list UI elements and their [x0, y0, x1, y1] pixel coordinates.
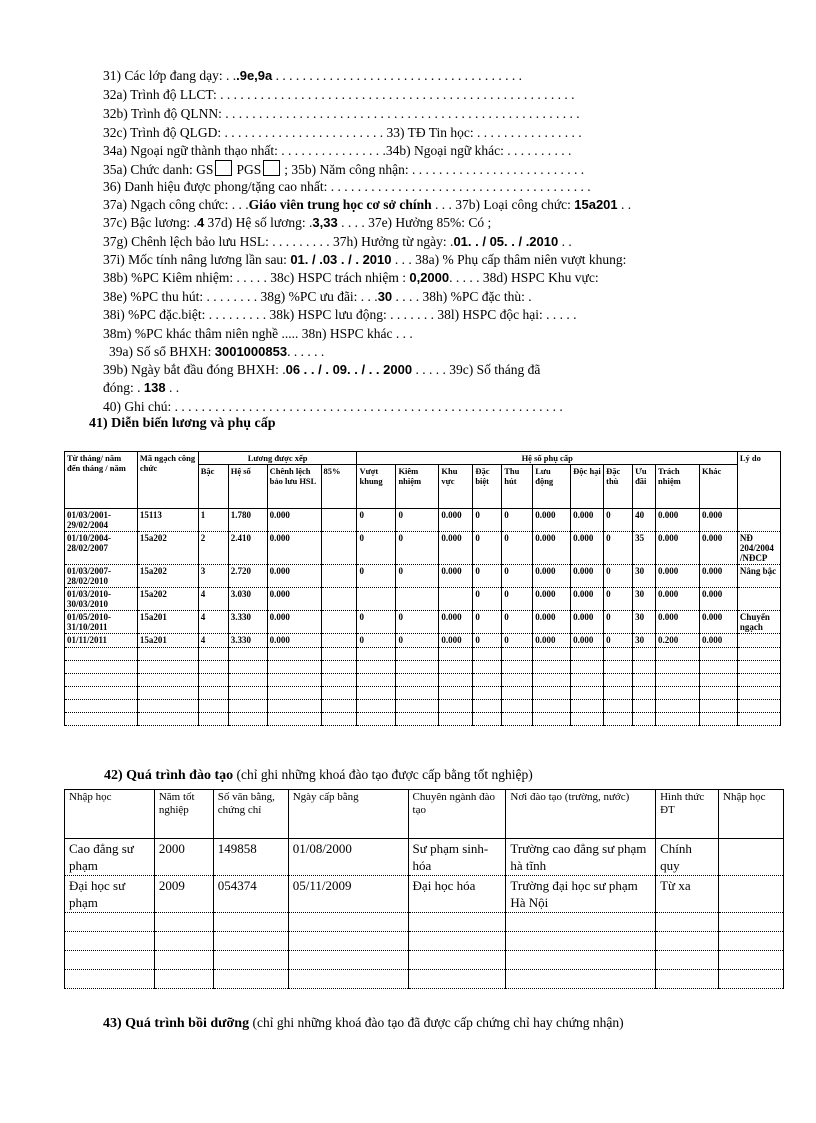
header-khac: Khác	[699, 465, 737, 509]
empty-row	[65, 913, 784, 932]
training-cell: Đại học sư phạm	[65, 876, 155, 913]
table-cell: 0.000	[571, 611, 604, 634]
table-cell: 0	[396, 532, 439, 565]
training-cell: 2000	[154, 839, 213, 876]
training-header-cell: Nơi đào tạo (trường, nước)	[506, 790, 656, 839]
table-cell	[321, 634, 357, 648]
training-cell	[719, 876, 784, 913]
table-cell: 0.000	[533, 509, 571, 532]
table-cell	[737, 634, 780, 648]
training-cell: Đại học hóa	[408, 876, 506, 913]
table-cell: 0	[396, 611, 439, 634]
table-cell: 0	[502, 532, 533, 565]
table-cell: 0.000	[656, 611, 700, 634]
table-cell: 0.000	[656, 588, 700, 611]
table-cell: 0.000	[267, 509, 321, 532]
header-salary: Lương được xếp	[198, 452, 357, 465]
table-cell	[321, 532, 357, 565]
empty-row	[65, 661, 781, 674]
pgs-checkbox[interactable]	[263, 160, 280, 176]
table-cell: 0	[473, 634, 502, 648]
table-row	[65, 532, 781, 565]
header-doc: Độc hại	[571, 465, 604, 509]
table-cell: 0.200	[656, 634, 700, 648]
section-41-title: 41) Diễn biến lương và phụ cấp	[89, 416, 276, 431]
table-cell: 0.000	[699, 532, 737, 565]
table-cell: 0.000	[533, 565, 571, 588]
table-cell: 0	[502, 634, 533, 648]
table-cell: 15a202	[137, 532, 198, 565]
table-row	[65, 634, 781, 648]
training-header-row	[65, 790, 784, 839]
table-cell: 01/03/2001-29/02/2004	[65, 509, 138, 532]
table-cell: Nâng bậc	[737, 565, 780, 588]
table-cell: 30	[633, 565, 656, 588]
header-bac: Bậc	[198, 465, 228, 509]
table-cell: 0.000	[656, 532, 700, 565]
table-cell: 0	[604, 634, 633, 648]
table-cell	[357, 588, 396, 611]
header-reason: Lý do	[737, 452, 780, 509]
header-kiem: Kiêm nhiệm	[396, 465, 439, 509]
training-header-cell: Năm tốt nghiệp	[154, 790, 213, 839]
table-cell: 30	[633, 634, 656, 648]
table-cell: 0.000	[656, 565, 700, 588]
table-cell: 0.000	[699, 565, 737, 588]
field-38m-38n: 38m) %PC khác thâm niên nghề ..... 38n) HSPC khác . . .	[103, 326, 413, 341]
training-row	[65, 839, 784, 876]
field-37a-37b: 37a) Ngạch công chức: . . .Giáo viên trung học cơ sở chính . . . 37b) Loại công chức: 15a201 . .	[103, 197, 632, 212]
table-cell: 0.000	[267, 634, 321, 648]
header-khu: Khu vực	[439, 465, 473, 509]
table-cell	[321, 565, 357, 588]
table-cell: 0.000	[267, 532, 321, 565]
table-cell: 0	[502, 588, 533, 611]
table-cell: 0	[473, 509, 502, 532]
table-cell: 3.330	[228, 611, 267, 634]
field-38i-38l: 38i) %PC đặc.biệt: . . . . . . . . . 38k) HSPC lưu động: . . . . . . . 38l) HSPC độc hại: . . . . .	[103, 307, 577, 322]
table-cell: 01/03/2010-30/03/2010	[65, 588, 138, 611]
gs-checkbox[interactable]	[215, 160, 232, 176]
training-header-cell: Chuyên ngành đào tạo	[408, 790, 506, 839]
field-32b: 32b) Trình độ QLNN: . . . . . . . . . . . . . . . . . . . . . . . . . . . . . . . . . . . . . . . . . . . . . . . . . . . . .	[103, 106, 580, 121]
header-trach: Trách nhiệm	[656, 465, 700, 509]
training-header-cell: Hình thức ĐT	[656, 790, 719, 839]
table-cell: 01/10/2004-28/02/2007	[65, 532, 138, 565]
table-row	[65, 509, 781, 532]
table-cell	[439, 588, 473, 611]
training-cell: Chính quy	[656, 839, 719, 876]
table-cell: 0	[473, 532, 502, 565]
table-cell: 0	[473, 611, 502, 634]
table-header-row	[65, 452, 781, 465]
field-35: 35a) Chức danh: GS PGS ; 35b) Năm công nhận: . . . . . . . . . . . . . . . . . . . . . . . . . .	[103, 162, 585, 177]
training-table	[64, 789, 784, 989]
table-row	[65, 588, 781, 611]
table-cell: 15a201	[137, 634, 198, 648]
table-cell: 0	[604, 611, 633, 634]
table-cell: 0	[604, 565, 633, 588]
header-period: Từ tháng/ năm đến tháng / năm	[65, 452, 138, 509]
table-cell	[321, 509, 357, 532]
table-cell: 3.330	[228, 634, 267, 648]
table-cell: 0.000	[267, 611, 321, 634]
table-cell: 0.000	[533, 634, 571, 648]
table-cell: 30	[633, 611, 656, 634]
table-cell: 01/03/2007-28/02/2010	[65, 565, 138, 588]
section-42-title: 42) Quá trình đào tạo (chỉ ghi những khoá đào tạo được cấp bằng tốt nghiệp)	[104, 767, 533, 783]
header-luu: Lưu động	[533, 465, 571, 509]
table-cell: 0	[357, 634, 396, 648]
table-cell: 0	[473, 565, 502, 588]
table-cell: 35	[633, 532, 656, 565]
header-allowances: Hệ số phụ cấp	[357, 452, 737, 465]
table-cell: 0	[396, 565, 439, 588]
field-32c-33: 32c) Trình độ QLGD: . . . . . . . . . . . . . . . . . . . . . . . . 33) TĐ Tin học: . . . . . . . . . . . . . . . .	[103, 125, 582, 140]
training-header-cell: Ngày cấp bằng	[288, 790, 408, 839]
table-cell: 15113	[137, 509, 198, 532]
training-cell: Trường đại học sư phạm Hà Nội	[506, 876, 656, 913]
empty-row	[65, 951, 784, 970]
table-cell: NĐ 204/2004 /NĐCP	[737, 532, 780, 565]
table-cell: 4	[198, 634, 228, 648]
header-uu: Ưu đãi	[633, 465, 656, 509]
field-36: 36) Danh hiệu được phong/tặng cao nhất: . . . . . . . . . . . . . . . . . . . . . . . . . . . . . . . . . . . . . . .	[103, 179, 591, 194]
table-cell: 0.000	[267, 565, 321, 588]
field-38e-38h: 38e) %PC thu hút: . . . . . . . . 38g) %PC ưu đãi: . . .30 . . . . 38h) %PC đặc thù: .	[103, 289, 532, 304]
field-39b-39c: 39b) Ngày bắt đầu đóng BHXH: .06 . . / . 09. . / . . 2000 . . . . . 39c) Số tháng đã	[103, 362, 541, 377]
table-cell: 0.000	[699, 509, 737, 532]
empty-row	[65, 932, 784, 951]
training-cell: Trường cao đẳng sư phạm hà tĩnh	[506, 839, 656, 876]
empty-row	[65, 713, 781, 726]
table-cell: 3	[198, 565, 228, 588]
table-cell: 0.000	[533, 532, 571, 565]
training-cell: 149858	[213, 839, 288, 876]
training-cell: Từ xa	[656, 876, 719, 913]
table-cell: 40	[633, 509, 656, 532]
training-header-cell: Số văn bằng, chứng chỉ	[213, 790, 288, 839]
training-cell: 054374	[213, 876, 288, 913]
header-heso: Hệ số	[228, 465, 267, 509]
table-cell: 2.720	[228, 565, 267, 588]
empty-row	[65, 970, 784, 989]
table-cell: 01/11/2011	[65, 634, 138, 648]
table-cell: 0.000	[699, 611, 737, 634]
table-cell: 0	[604, 509, 633, 532]
table-row	[65, 565, 781, 588]
table-cell	[321, 588, 357, 611]
table-cell: 0.000	[439, 509, 473, 532]
table-cell	[737, 509, 780, 532]
field-39a: 39a) Số sổ BHXH: 3001000853. . . . . .	[109, 344, 325, 359]
table-cell: 0	[396, 634, 439, 648]
training-header-cell: Nhập học	[65, 790, 155, 839]
table-cell: 0.000	[267, 588, 321, 611]
table-cell: 0	[473, 588, 502, 611]
field-31: 31) Các lớp đang dạy: . ..9e,9a . . . . . . . . . . . . . . . . . . . . . . . . . . . . . . . . . . . . .	[103, 68, 523, 83]
table-cell: 0	[604, 588, 633, 611]
table-cell: 1	[198, 509, 228, 532]
header-dacbiet: Đặc biệt	[473, 465, 502, 509]
header-vuot: Vượt khung	[357, 465, 396, 509]
table-cell: 0.000	[656, 509, 700, 532]
empty-row	[65, 700, 781, 713]
table-cell: 3.030	[228, 588, 267, 611]
header-dacthu: Đặc thù	[604, 465, 633, 509]
training-cell: Cao đẳng sư phạm	[65, 839, 155, 876]
table-cell: 0.000	[439, 611, 473, 634]
table-cell: 0.000	[699, 588, 737, 611]
header-chenh: Chênh lệch bảo lưu HSL	[267, 465, 321, 509]
table-cell: 0.000	[439, 532, 473, 565]
table-cell: 0	[502, 565, 533, 588]
field-40: 40) Ghi chú: . . . . . . . . . . . . . . . . . . . . . . . . . . . . . . . . . . . . . . . . . . . . . . . . . . . . . . . . . .	[103, 399, 563, 414]
table-cell: 0	[357, 611, 396, 634]
table-cell: 0.000	[571, 565, 604, 588]
table-cell: 01/05/2010-31/10/2011	[65, 611, 138, 634]
table-cell	[321, 611, 357, 634]
field-37i-38a: 37i) Mốc tính nâng lương lần sau: 01. / .03 . / . 2010 . . . 38a) % Phụ cấp thâm niên vượt khung:	[103, 252, 627, 267]
training-header-cell: Nhập học	[719, 790, 784, 839]
training-cell	[719, 839, 784, 876]
header-thu: Thu hút	[502, 465, 533, 509]
field-39c-cont: đóng: . 138 . .	[103, 380, 180, 395]
table-cell: 0.000	[439, 634, 473, 648]
empty-row	[65, 674, 781, 687]
field-38b-38d: 38b) %PC Kiêm nhiệm: . . . . . 38c) HSPC trách nhiệm : 0,2000. . . . . 38d) HSPC Khu vực:	[103, 270, 599, 285]
table-cell: 0	[357, 565, 396, 588]
table-cell: 4	[198, 588, 228, 611]
table-cell: 0.000	[571, 509, 604, 532]
field-37c-37e: 37c) Bậc lương: .4 37d) Hệ số lương: .3,33 . . . . 37e) Hưởng 85%: Có ;	[103, 215, 492, 230]
table-cell	[737, 588, 780, 611]
table-cell: 0	[604, 532, 633, 565]
table-cell: 2.410	[228, 532, 267, 565]
training-cell: 05/11/2009	[288, 876, 408, 913]
table-cell: 0.000	[533, 588, 571, 611]
training-cell: 2009	[154, 876, 213, 913]
salary-history-table	[64, 451, 781, 726]
table-cell: 30	[633, 588, 656, 611]
table-cell: 4	[198, 611, 228, 634]
table-cell: 15a201	[137, 611, 198, 634]
table-cell: 0.000	[699, 634, 737, 648]
field-37g-37h: 37g) Chênh lệch bảo lưu HSL: . . . . . . . . . 37h) Hưởng từ ngày: .01. . / 05. . / .2010 . .	[103, 234, 572, 249]
header-code: Mã ngạch công chức	[137, 452, 198, 509]
table-cell: 0	[502, 611, 533, 634]
table-cell: 0	[502, 509, 533, 532]
table-cell: 0.000	[533, 611, 571, 634]
training-row	[65, 876, 784, 913]
table-cell: 0.000	[571, 634, 604, 648]
table-row	[65, 611, 781, 634]
table-cell: 15a202	[137, 588, 198, 611]
field-34: 34a) Ngoại ngữ thành thạo nhất: . . . . . . . . . . . . . . . .34b) Ngoại ngữ khác: . . . . . . . . . .	[103, 143, 572, 158]
header-85: 85%	[321, 465, 357, 509]
table-cell: 15a202	[137, 565, 198, 588]
table-cell: 1.780	[228, 509, 267, 532]
table-cell: 2	[198, 532, 228, 565]
table-cell: Chuyển ngạch	[737, 611, 780, 634]
table-cell: 0.000	[571, 532, 604, 565]
table-cell: 0	[396, 509, 439, 532]
empty-row	[65, 687, 781, 700]
training-cell: 01/08/2000	[288, 839, 408, 876]
table-cell	[396, 588, 439, 611]
table-cell: 0.000	[571, 588, 604, 611]
table-cell: 0	[357, 532, 396, 565]
field-32a: 32a) Trình độ LLCT: . . . . . . . . . . . . . . . . . . . . . . . . . . . . . . . . . . . . . . . . . . . . . . . . . . . . .	[103, 87, 575, 102]
table-cell: 0.000	[439, 565, 473, 588]
empty-row	[65, 648, 781, 661]
table-cell: 0	[357, 509, 396, 532]
section-43-title: 43) Quá trình bồi dưỡng (chỉ ghi những khoá đào tạo đã được cấp chứng chỉ hay chứng nhận)	[103, 1015, 624, 1031]
training-cell: Sư phạm sinh-hóa	[408, 839, 506, 876]
